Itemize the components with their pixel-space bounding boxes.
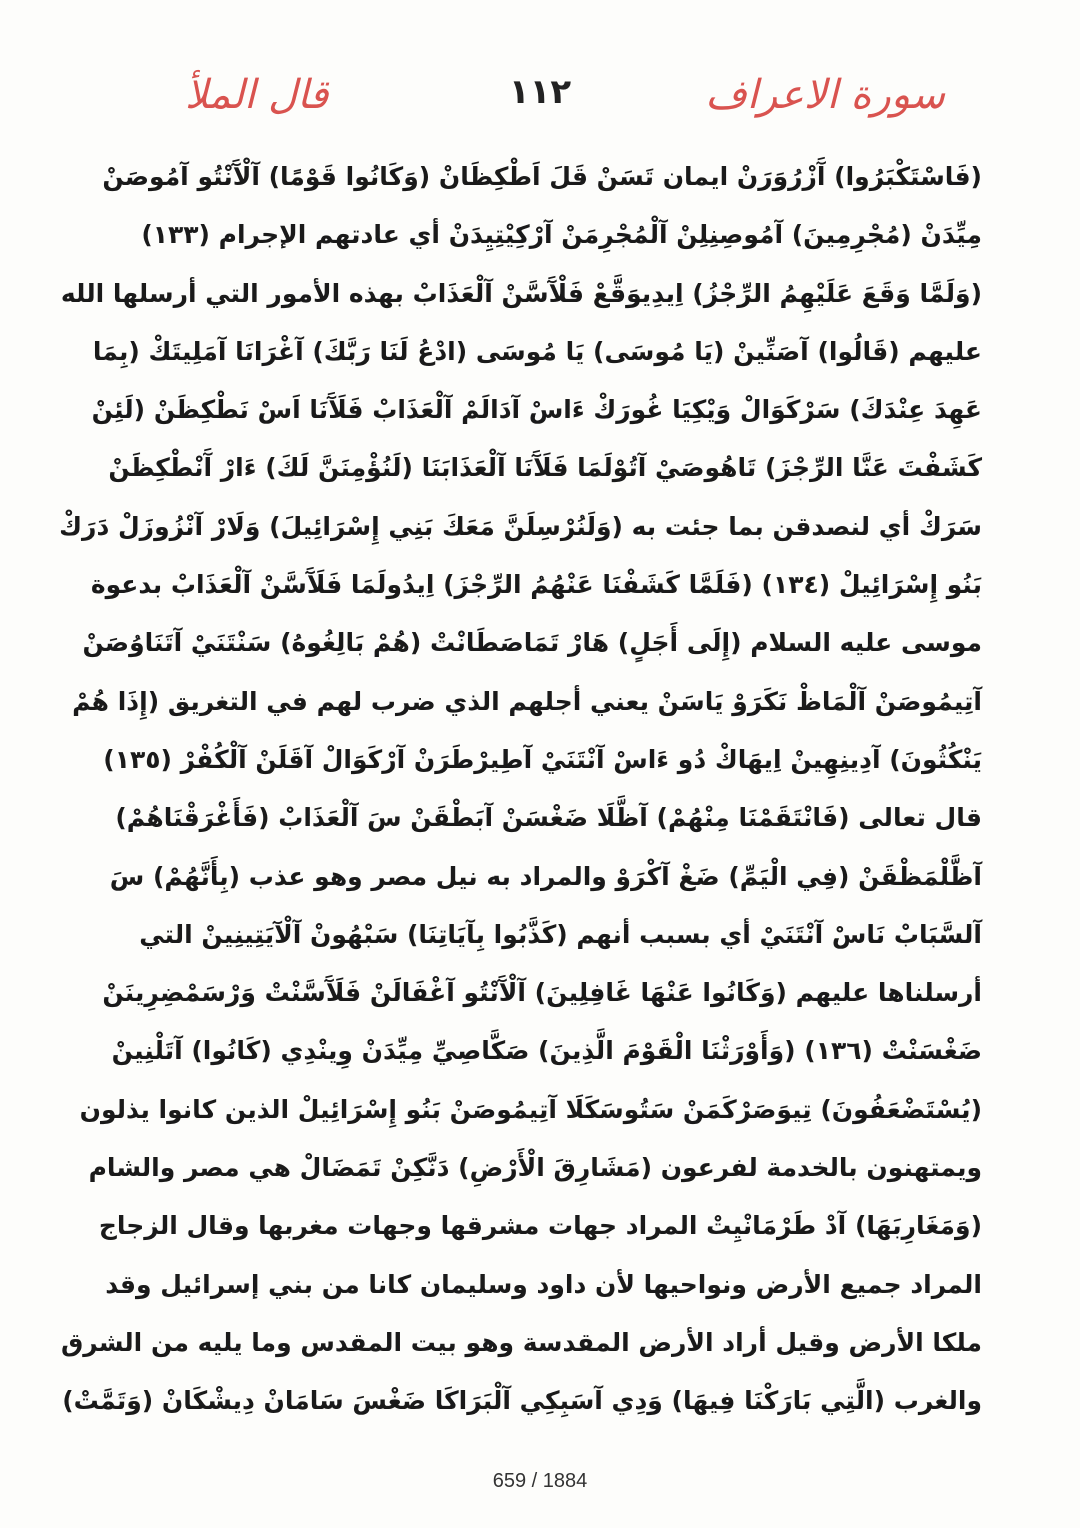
text-line: أرسلناها عليهم (وَكَانُوا عَنْهَا غَافِلِينَ) آلْآَنْتُو آغْفَالَنْ فَلَآَسَّنْتْ وَرْسَمْضِرِينَنْ — [102, 978, 982, 1008]
text-body — [59, 148, 982, 1431]
text-line: (وَمَغَارِبَهَا) آدْ طَرْمَانْيِتْ المراد جهات مشرقها وجهات مغربها وقال الزجاج — [98, 1211, 982, 1241]
text-line: ضَغْسَنْتْ (١٣٦) (وَأَوْرَثْنَا الْقَوْمَ الَّذِينَ) صَكَّاصِيِّ مِيِّدَنْ وِينْدِي (كَانُوا) آتَلْنِينْ — [111, 1036, 982, 1066]
text-line: آلسَّبَابْ نَاسْ آنْتَنَيْ أي بسبب أنهم (كَذَّبُوا بِآيَاتِنَا) سَبْهُونْ آلْآيَتِينِينْ التي — [139, 919, 982, 949]
text-line: آتِيمُوصَنْ آلْمَاظْ نَكَرَوْ يَاسَنْ يعني أجلهم الذي ضرب لهم في التغريق (إِذَا هُمْ — [72, 686, 982, 716]
text-line: المراد جميع الأرض ونواحيها لأن داود وسليمان كانا من بني إسرائيل وقد — [105, 1269, 982, 1299]
text-line: عليهم (قَالُوا) آصَنِّينْ (يَا مُوسَى) يَا مُوسَى (ادْعُ لَنَا رَبَّكَ) آغْرَانَا آمَلِيتَكْ (بِمَا — [92, 336, 982, 366]
text-line: سَرَكْ أي لنصدقن بما جئت به (وَلَنُرْسِلَنَّ مَعَكَ بَنِي إِسْرَائِيلَ) وَلَارْ آنْزُوزَلْ دَرَكْ — [59, 511, 982, 541]
handwritten-juz-name: قال الملأ — [185, 72, 329, 118]
text-line: كَشَفْتَ عَنَّا الرِّجْزَ) تَاهُوصَيْ آتُوْلَمَا فَلَآَنَا آلْعَذَابَنَا (لَنُؤْمِنَنَّ لَكَ) ءَارْ آَنْطْكِظَنْ — [108, 453, 982, 483]
text-line: يَنْكُثُونَ) آدِينِهِينْ اِيهَاكْ دُو ءَاسْ آنْتَنَيْ آطِيرْطَرَنْ آرْكَوَالْ آقَلَنْ آلْكُفْرْ (١٣٥) — [103, 744, 982, 774]
text-line: ويمتهنون بالخدمة لفرعون (مَشَارِقَ الْأَرْضِ) دَنَّكِنْ تَمَضَالْ هي مصر والشام — [88, 1153, 982, 1183]
text-line: (فَاسْتَكْبَرُوا) آَزْرُوَرَنْ ايمان تَسَنْ قَلَ اَطْكِظَانْ (وَكَانُوا قَوْمًا) آلْآَنْتُو آمُوصَنْ — [102, 162, 982, 191]
text-line: آظَّلْمَظْقَنْ (فِي الْيَمِّ) ضَغْ آكْرَوْ والمراد به نيل مصر وهو عذب (بِأَنَّهُمْ) سَ — [109, 861, 982, 891]
handwritten-surah-name: سورة الاعراف — [705, 72, 945, 118]
text-line: موسى عليه السلام (إِلَى أَجَلٍ) هَارْ تَمَاصَطَانْتْ (هُمْ بَالِغُوهُ) سَنْتَنَيْ آتَنَاوُصَنْ — [82, 628, 982, 658]
text-line: (وَلَمَّا وَقَعَ عَلَيْهِمُ الرِّجْزُ) اِيدِيوَقَّعْ فَلْآَسَّنْ آلْعَذَابْ بهذه الأمور التي أرسلها الله — [60, 278, 982, 308]
text-line: والغرب (الَّتِي بَارَكْنَا فِيهَا) وَدِي آسَبِكِي آلْبَرَاكَا ضَغْسَ سَامَانْ دِيشْكَانْ (وَتَمَّتْ) — [62, 1386, 982, 1416]
page-number: ١١٢ — [508, 72, 572, 112]
text-line: عَهِدَ عِنْدَكَ) سَرْكَوَالْ وَيْكِيَا غُورَكْ ءَاسْ آدَالَمْ آلْعَذَابْ فَلَآَنَا اَسْ نَطْكِظَنْ (لَئِنْ — [91, 395, 982, 425]
text-line: قال تعالى (فَانْتَقَمْنَا مِنْهُمْ) آظَّلَا ضَغْسَنْ آبَطْقَنْ سَ آلْعَذَابْ (فَأَغْرَقْنَاهُمْ) — [115, 803, 982, 833]
text-line: (يُسْتَضْعَفُونَ) تِيوَصَرْكَمَنْ سَتُوسَكَلَا آتِيمُوصَنْ بَنُو إِسْرَائِيلْ الذين كانوا يذلون — [79, 1094, 982, 1124]
text-line: مِيِّدَنْ (مُجْرِمِينَ) آمُوصِنِلِنْ آلْمُجْرِمَنْ آرْكِيْتِيِدَنْ أي عادتهم الإجرام (١٣٣) — [141, 220, 982, 250]
text-line: بَنُو إِسْرَائِيلْ (١٣٤) (فَلَمَّا كَشَفْنَا عَنْهُمُ الرِّجْزَ) اِيدُولَمَا فَلَآَسَّنْ آلْعَذَابْ بدعوة — [90, 570, 982, 600]
text-line: ملكا الأرض وقيل أراد الأرض المقدسة وهو بيت المقدس وما يليه من الشرق — [60, 1327, 982, 1357]
page-counter: 659 / 1884 — [492, 1470, 588, 1492]
